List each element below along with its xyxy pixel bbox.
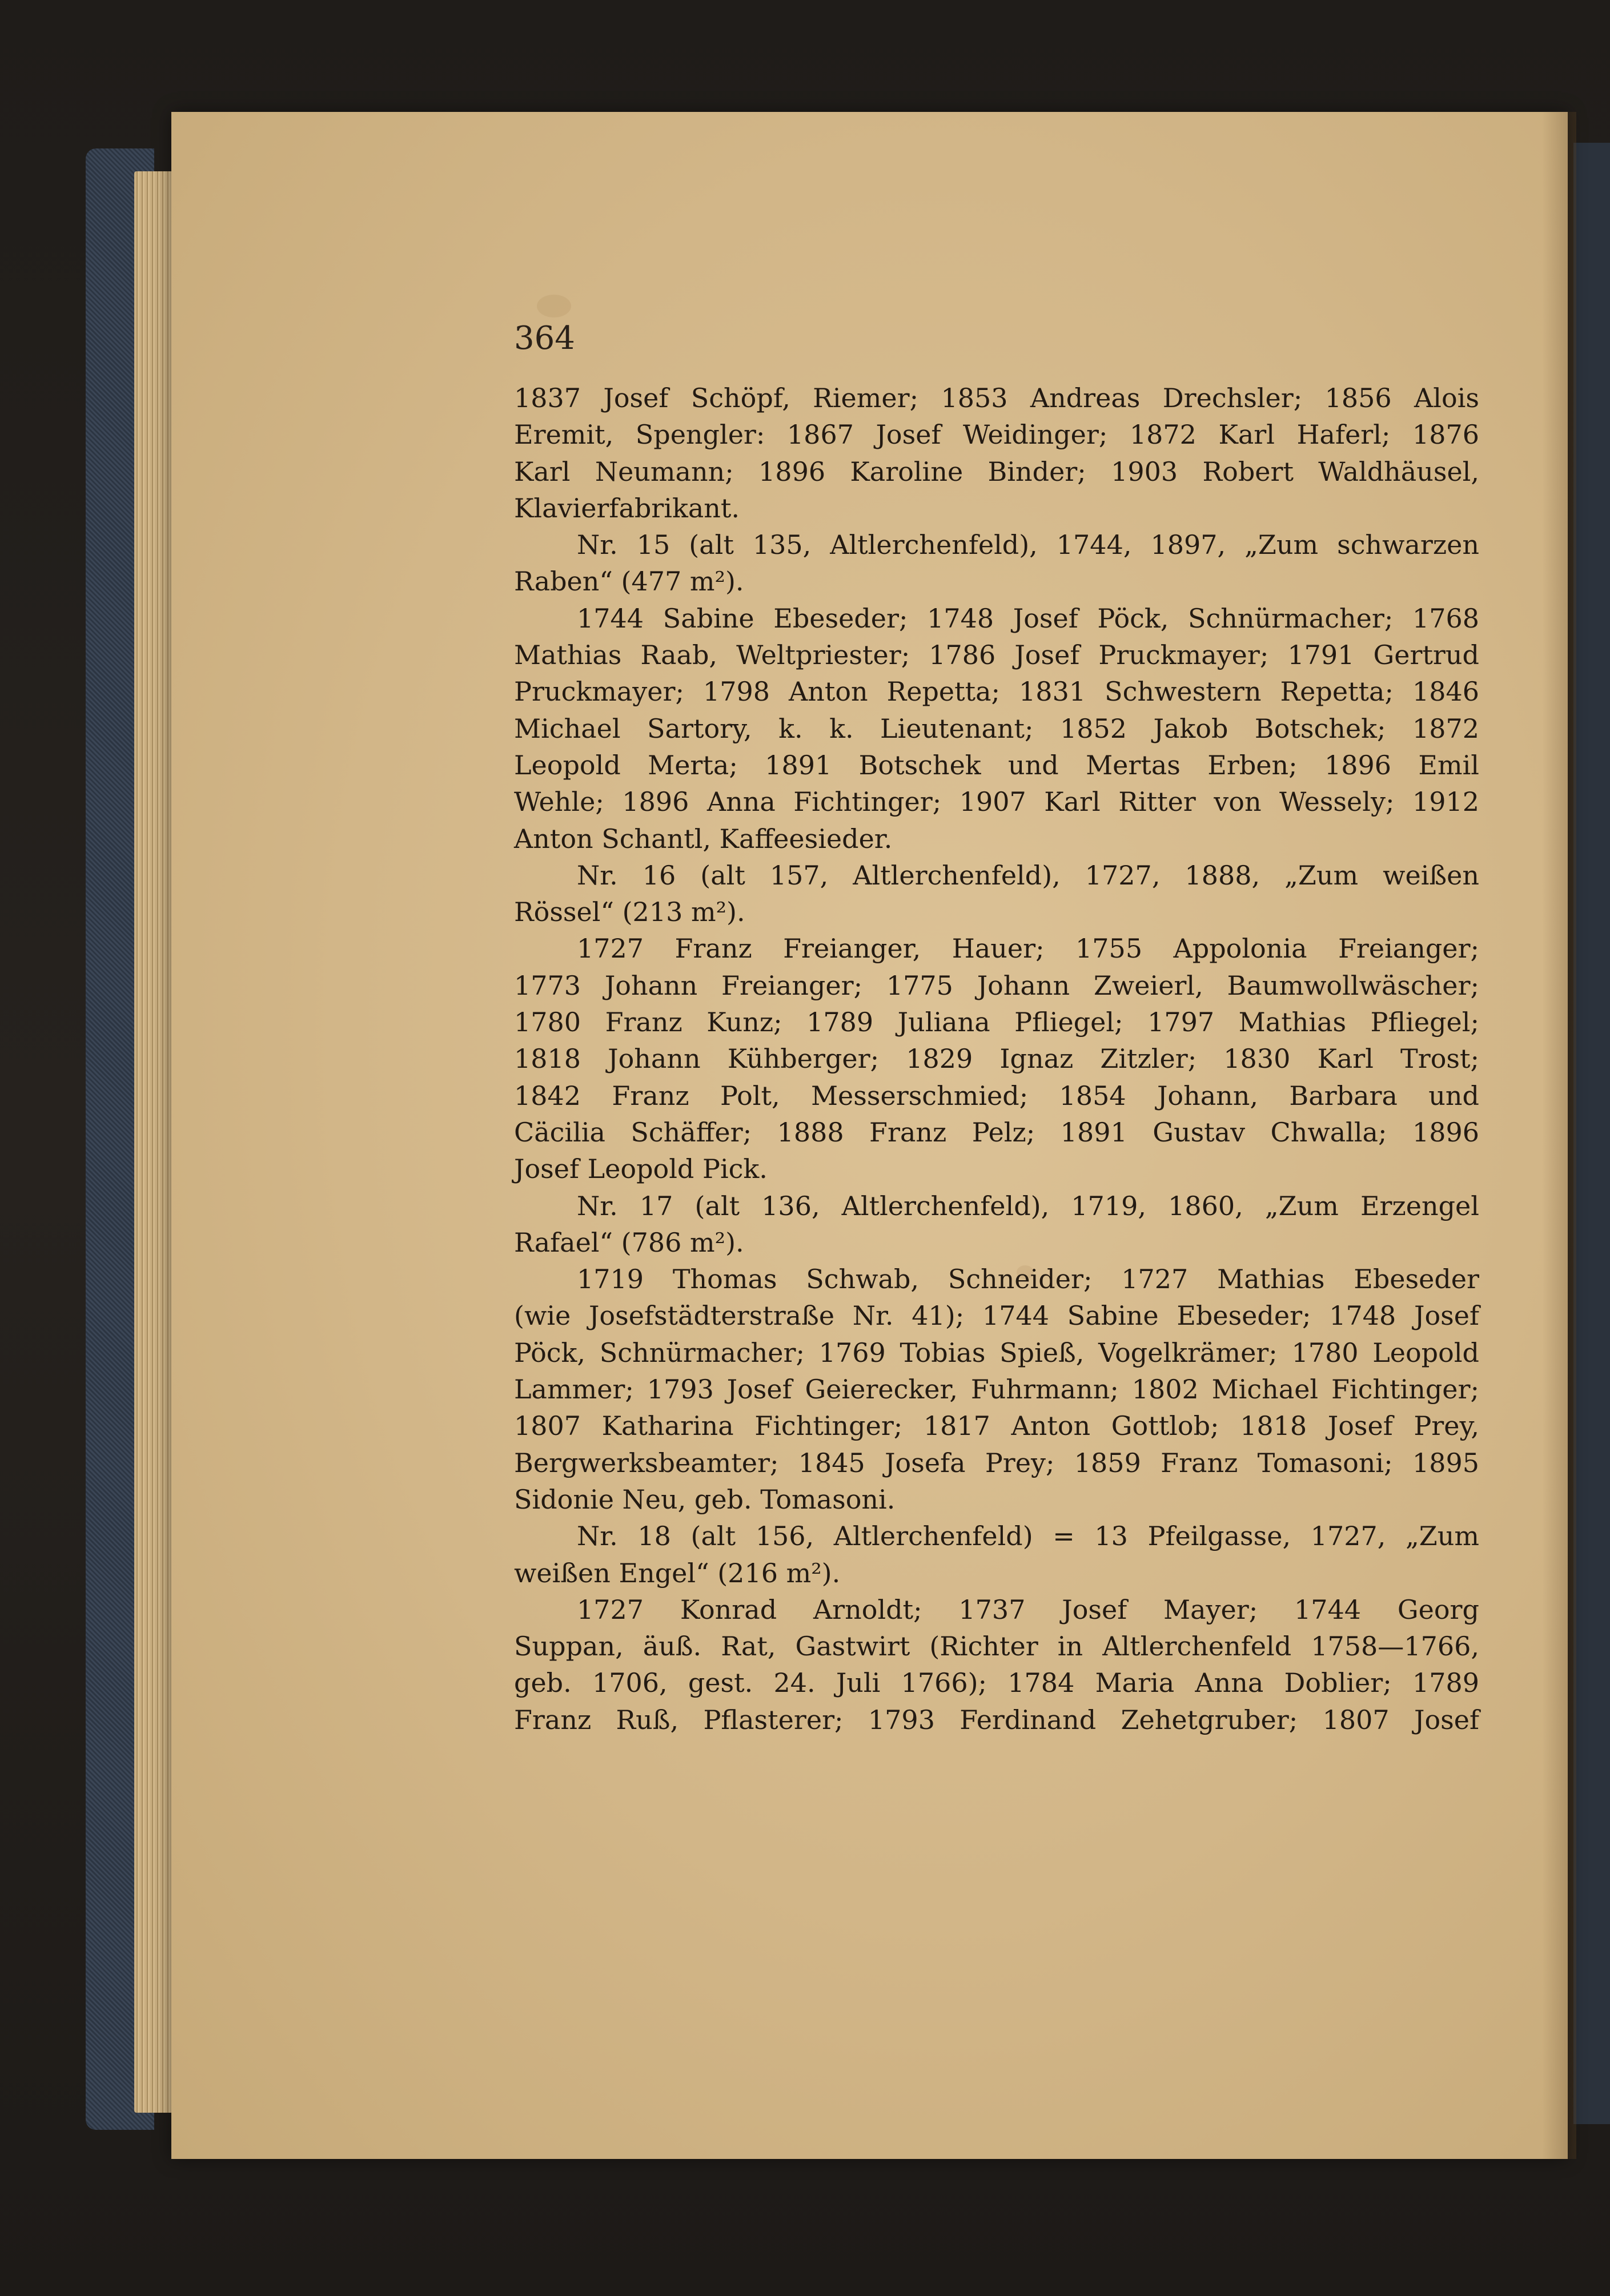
- text-line: Michael Sartory, k. k. Lieutenant; 1852 Jakob Botschek; 1872: [514, 713, 1479, 744]
- text-line: Klavierfabrikant.: [514, 492, 740, 524]
- text-line: Suppan, äuß. Rat, Gastwirt (Richter in Altlerchenfeld 1758—1766,: [514, 1631, 1479, 1662]
- text-line: Josef Leopold Pick.: [514, 1153, 768, 1185]
- text-line: Pöck, Schnürmacher; 1769 Tobias Spieß, Vogelkrämer; 1780 Leopold: [514, 1337, 1479, 1368]
- text-line: Anton Schantl, Kaffeesieder.: [514, 823, 893, 854]
- text-line: 1727 Franz Freianger, Hauer; 1755 Appolonia Freianger;: [577, 933, 1479, 964]
- page-number: 364: [514, 320, 575, 357]
- text-line: Eremit, Spengler: 1867 Josef Weidinger; 1872 Karl Haferl; 1876: [514, 419, 1479, 451]
- text-line: Mathias Raab, Weltpriester; 1786 Josef Pruckmayer; 1791 Gertrud: [514, 640, 1479, 671]
- text-line: 1727 Konrad Arnoldt; 1737 Josef Mayer; 1744 Georg: [577, 1594, 1479, 1625]
- text-line: Leopold Merta; 1891 Botschek und Mertas Erben; 1896 Emil: [514, 749, 1479, 781]
- text-line: 1842 Franz Polt, Messerschmied; 1854 Johann, Barbara und: [514, 1080, 1479, 1111]
- book-binding-right: [1573, 143, 1610, 2124]
- text-line: 1818 Johann Kühberger; 1829 Ignaz Zitzler; 1830 Karl Trost;: [514, 1043, 1479, 1075]
- page-body-text: [514, 380, 1479, 1738]
- text-line: Bergwerksbeamter; 1845 Josefa Prey; 1859 Franz Tomasoni; 1895: [514, 1447, 1479, 1478]
- text-line: Rafael“ (786 m²).: [514, 1227, 744, 1258]
- text-line: 1780 Franz Kunz; 1789 Juliana Pfliegel; 1797 Mathias Pfliegel;: [514, 1007, 1479, 1038]
- text-line: Rössel“ (213 m²).: [514, 896, 745, 928]
- text-line: Karl Neumann; 1896 Karoline Binder; 1903 Robert Waldhäusel,: [514, 456, 1479, 487]
- text-line: Franz Ruß, Pflasterer; 1793 Ferdinand Zehetgruber; 1807 Josef: [514, 1704, 1479, 1735]
- text-line: Nr. 16 (alt 157, Altlerchenfeld), 1727, 1888, „Zum weißen: [577, 859, 1479, 891]
- text-line: 1773 Johann Freianger; 1775 Johann Zweierl, Baumwollwäscher;: [514, 970, 1479, 1001]
- text-line: Sidonie Neu, geb. Tomasoni.: [514, 1483, 896, 1515]
- paper-stain: [537, 295, 571, 317]
- text-line: 1807 Katharina Fichtinger; 1817 Anton Gottlob; 1818 Josef Prey,: [514, 1410, 1479, 1442]
- text-line: geb. 1706, gest. 24. Juli 1766); 1784 Maria Anna Doblier; 1789: [514, 1667, 1479, 1699]
- text-line: 1719 Thomas Schwab, Schneider; 1727 Mathias Ebeseder: [577, 1264, 1479, 1295]
- text-line: Pruckmayer; 1798 Anton Repetta; 1831 Schwestern Repetta; 1846: [514, 676, 1479, 707]
- text-line: Cäcilia Schäffer; 1888 Franz Pelz; 1891 Gustav Chwalla; 1896: [514, 1116, 1479, 1148]
- text-line: Nr. 17 (alt 136, Altlerchenfeld), 1719, 1860, „Zum Erzengel: [577, 1190, 1479, 1221]
- page-gutter-shadow: [1542, 112, 1576, 2159]
- text-line: 1837 Josef Schöpf, Riemer; 1853 Andreas Drechsler; 1856 Alois: [514, 383, 1479, 413]
- text-line: Lammer; 1793 Josef Geierecker, Fuhrmann; 1802 Michael Fichtinger;: [514, 1374, 1479, 1405]
- text-line: Wehle; 1896 Anna Fichtinger; 1907 Karl Ritter von Wessely; 1912: [514, 786, 1479, 818]
- text-line: Raben“ (477 m²).: [514, 566, 744, 597]
- text-line: Nr. 15 (alt 135, Altlerchenfeld), 1744, 1897, „Zum schwarzen: [577, 529, 1479, 561]
- text-line: weißen Engel“ (216 m²).: [514, 1557, 841, 1589]
- text-line: Nr. 18 (alt 156, Altlerchenfeld) = 13 Pfeilgasse, 1727, „Zum: [577, 1521, 1479, 1552]
- text-line: 1744 Sabine Ebeseder; 1748 Josef Pöck, Schnürmacher; 1768: [577, 602, 1479, 634]
- text-line: (wie Josefstädterstraße Nr. 41); 1744 Sabine Ebeseder; 1748 Josef: [514, 1300, 1479, 1332]
